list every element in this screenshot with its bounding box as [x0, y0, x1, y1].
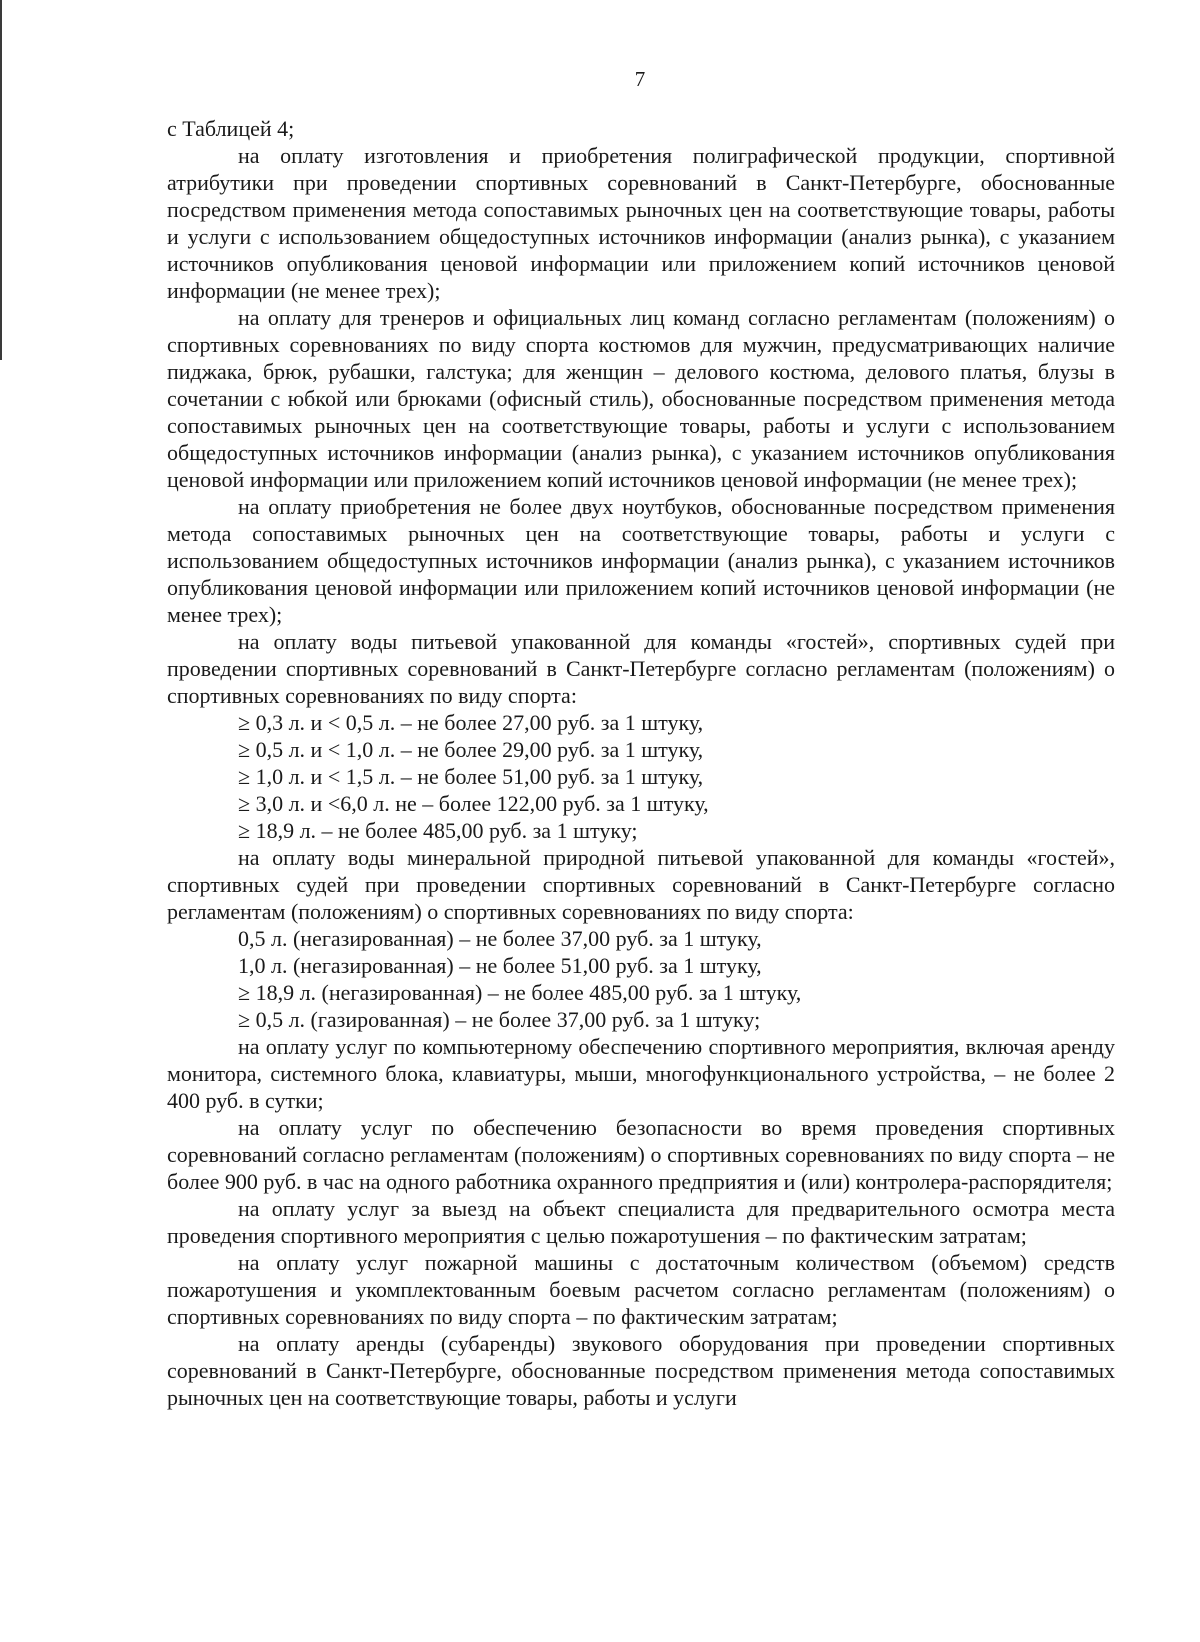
list-item: ≥ 18,9 л. (негазированная) – не более 485,00 руб. за 1 штуку, [238, 980, 802, 1005]
paragraph: на оплату воды питьевой упакованной для команды «гостей», спортивных судей при проведении спортивных соревнований в Санкт-Петербурге согласно регламентам (положениям) о спортивных соревнованиях по виду спорта: [167, 629, 1115, 708]
continuation-line: с Таблицей 4; [167, 116, 295, 141]
list-item: ≥ 18,9 л. – не более 485,00 руб. за 1 штуку; [238, 818, 638, 843]
list-item: 1,0 л. (негазированная) – не более 51,00 руб. за 1 штуку, [238, 953, 762, 978]
list-item: ≥ 0,5 л. (газированная) – не более 37,00 руб. за 1 штуку; [238, 1007, 761, 1032]
list-item: ≥ 0,3 л. и < 0,5 л. – не более 27,00 руб. за 1 штуку, [238, 710, 704, 735]
list-item: ≥ 3,0 л. и <6,0 л. не – более 122,00 руб. за 1 штуку, [238, 791, 709, 816]
page-number: 7 [634, 67, 646, 91]
list-item: ≥ 0,5 л. и < 1,0 л. – не более 29,00 руб. за 1 штуку, [238, 737, 704, 762]
paragraph: на оплату изготовления и приобретения полиграфической продукции, спортивной атрибутики при проведении спортивных соревнований в Санкт-Петербурге, обоснованные посредством применения метода сопоставимых рыночных цен на соответствующие товары, работы и услуги с использованием общедоступных источников информации (анализ рынка), с указанием источников опубликования ценовой информации или приложением копий источников ценовой информации (не менее трех); [167, 143, 1115, 303]
scan-edge-line [0, 0, 2, 360]
paragraph: на оплату услуг по компьютерному обеспечению спортивного мероприятия, включая аренду монитора, системного блока, клавиатуры, мыши, многофункционального устройства, – не более 2 400 руб. в сутки; [167, 1034, 1115, 1113]
list-item: ≥ 1,0 л. и < 1,5 л. – не более 51,00 руб. за 1 штуку, [238, 764, 704, 789]
list-item: 0,5 л. (негазированная) – не более 37,00 руб. за 1 штуку, [238, 926, 762, 951]
paragraph: на оплату приобретения не более двух ноутбуков, обоснованные посредством применения метода сопоставимых рыночных цен на соответствующие товары, работы и услуги с использованием общедоступных источников информации (анализ рынка), с указанием источников опубликования ценовой информации или приложением копий источников ценовой информации (не менее трех); [167, 494, 1115, 627]
paragraph: на оплату для тренеров и официальных лиц команд согласно регламентам (положениям) о спортивных соревнованиях по виду спорта костюмов для мужчин, предусматривающих наличие пиджака, брюк, рубашки, галстука; для женщин – делового костюма, делового платья, блузы в сочетании с юбкой или брюками (офисный стиль), обоснованные посредством применения метода сопоставимых рыночных цен на соответствующие товары, работы и услуги с использованием общедоступных источников информации (анализ рынка), с указанием источников опубликования ценовой информации или приложением копий источников ценовой информации (не менее трех); [167, 305, 1115, 492]
paragraph: на оплату услуг по обеспечению безопасности во время проведения спортивных соревнований согласно регламентам (положениям) о спортивных соревнованиях по виду спорта – не более 900 руб. в час на одного работника охранного предприятия и (или) контролера-распорядителя; [167, 1115, 1115, 1194]
paragraph: на оплату воды минеральной природной питьевой упакованной для команды «гостей», спортивных судей при проведении спортивных соревнований в Санкт-Петербурге согласно регламентам (положениям) о спортивных соревнованиях по виду спорта: [167, 845, 1115, 924]
paragraph: на оплату услуг за выезд на объект специалиста для предварительного осмотра места проведения спортивного мероприятия с целью пожаротушения – по фактическим затратам; [167, 1196, 1115, 1248]
document-body [167, 115, 1115, 1411]
paragraph: на оплату аренды (субаренды) звукового оборудования при проведении спортивных соревнований в Санкт-Петербурге, обоснованные посредством применения метода сопоставимых рыночных цен на соответствующие товары, работы и услуги [167, 1331, 1115, 1410]
paragraph: на оплату услуг пожарной машины с достаточным количеством (объемом) средств пожаротушения и укомплектованным боевым расчетом согласно регламентам (положениям) о спортивных соревнованиях по виду спорта – по фактическим затратам; [167, 1250, 1115, 1329]
